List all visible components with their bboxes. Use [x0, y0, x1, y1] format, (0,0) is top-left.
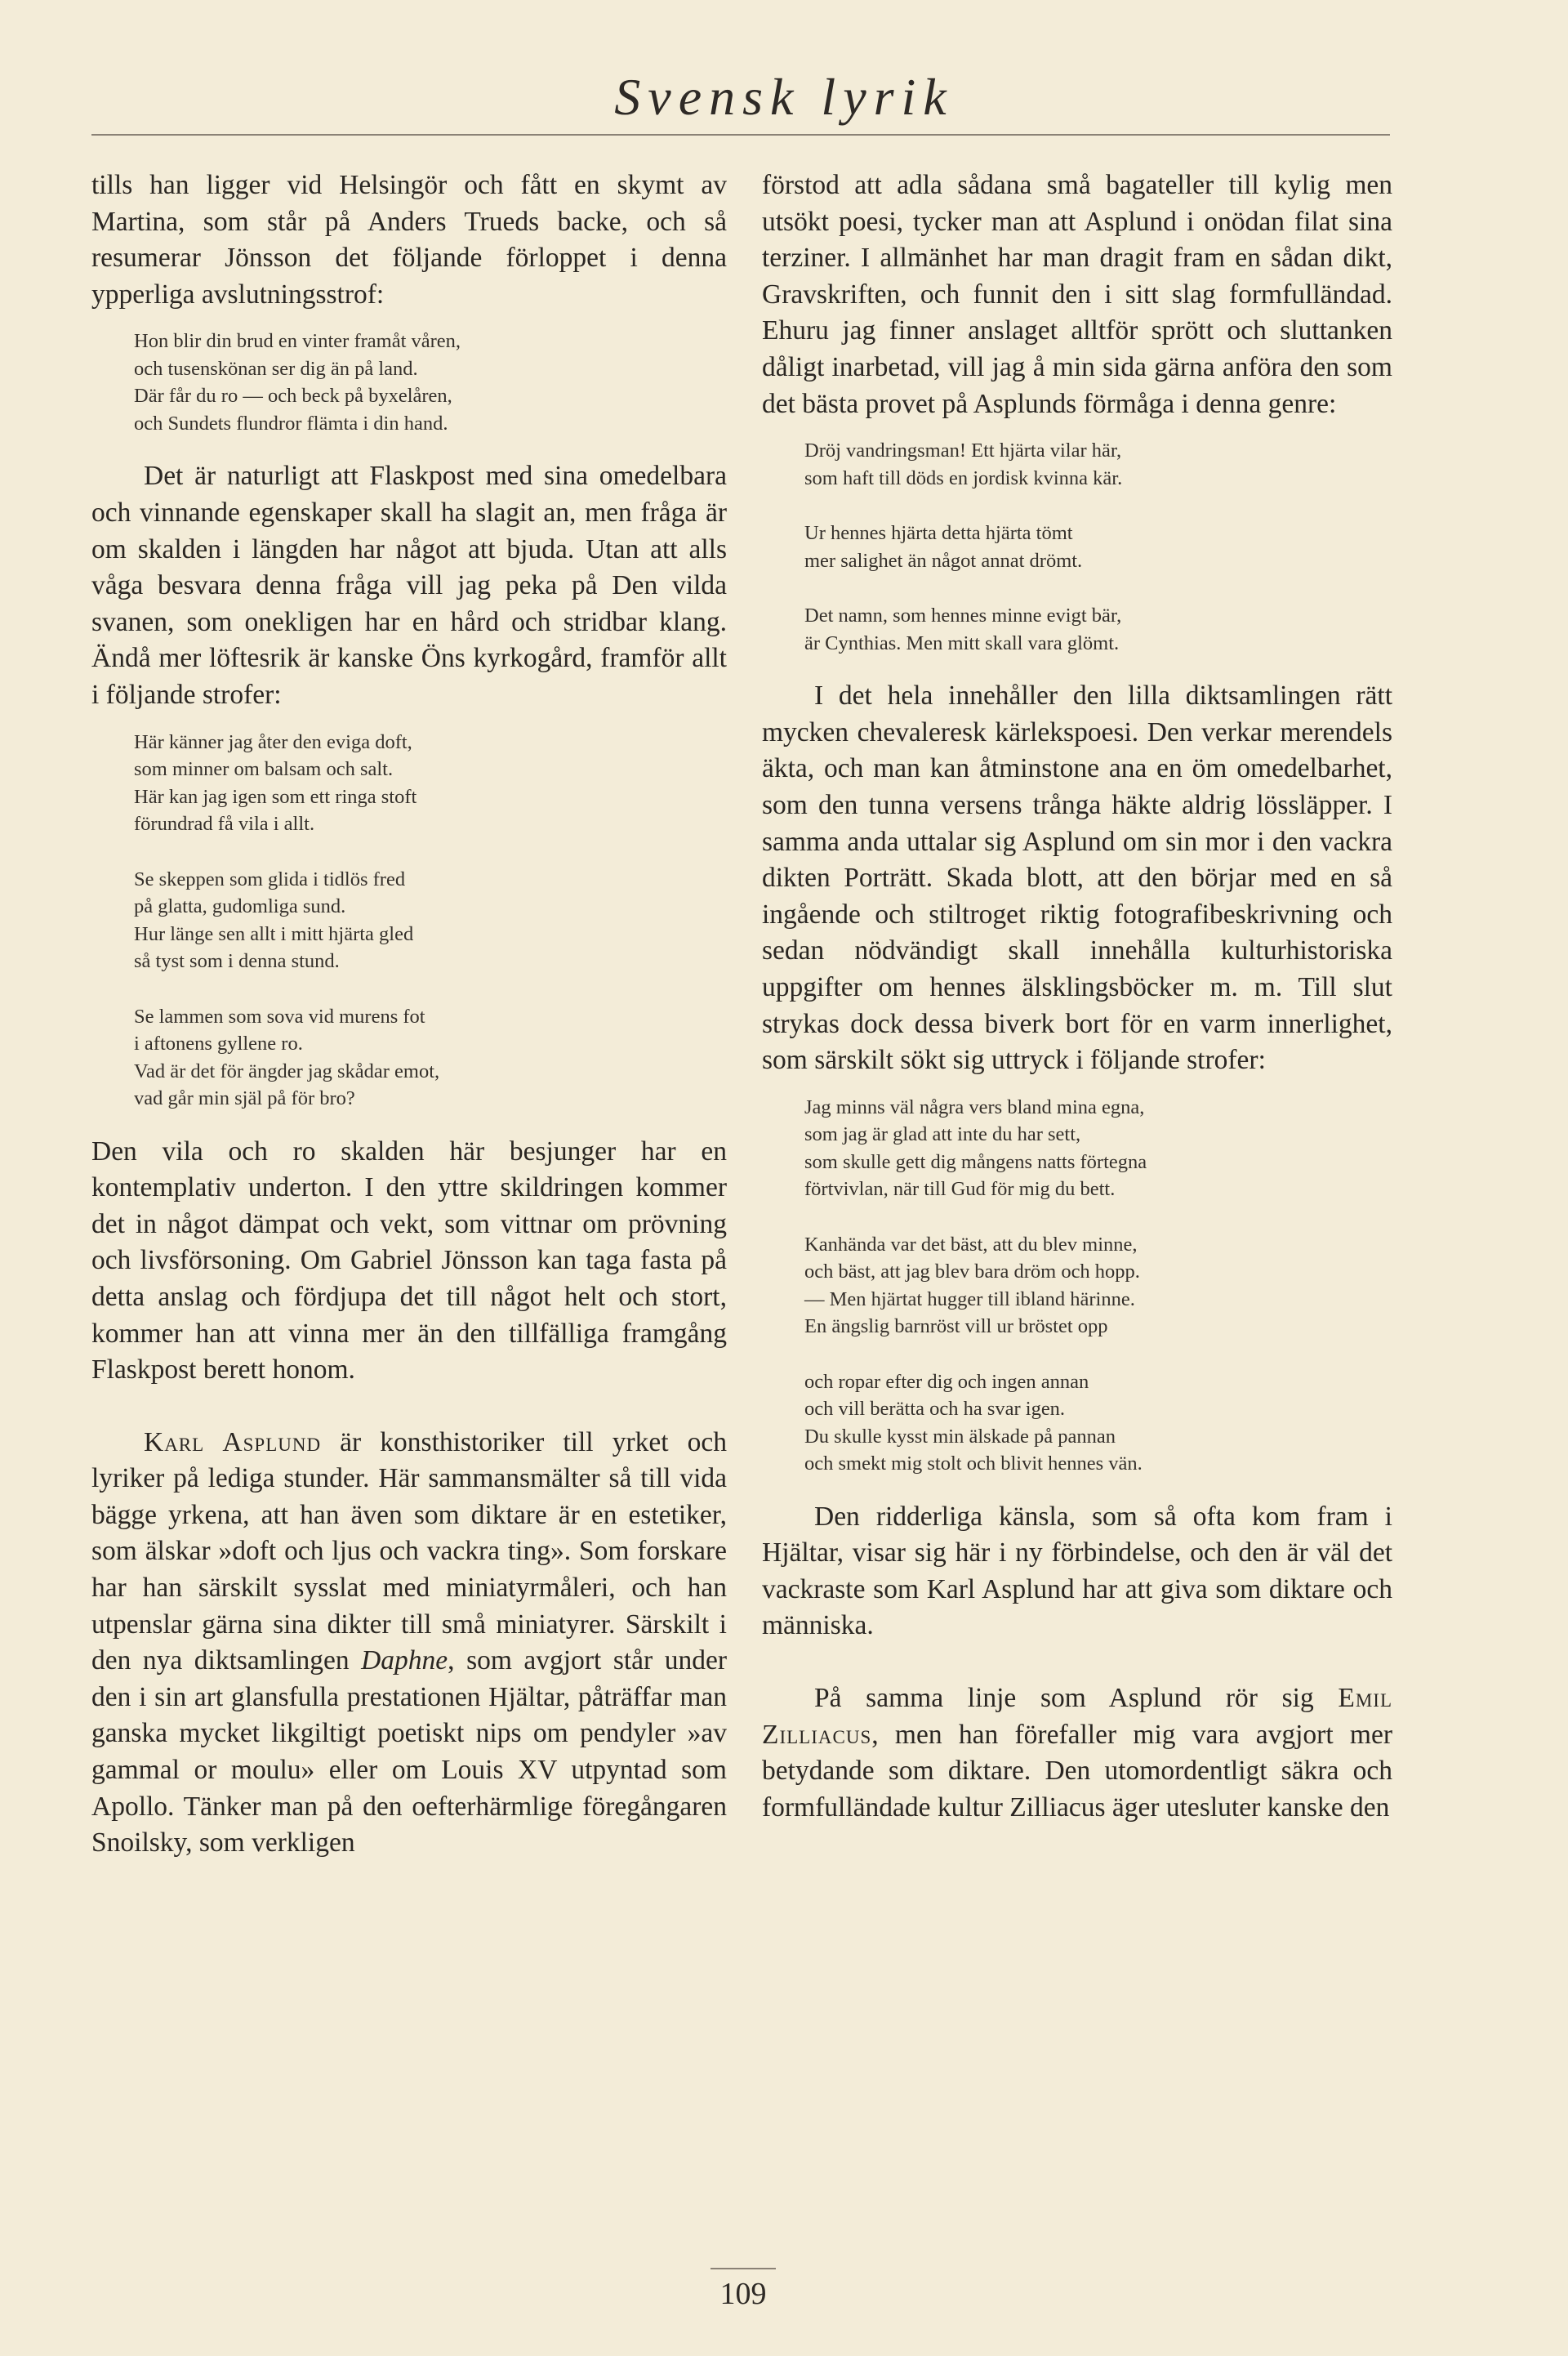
paragraph: förstod att adla sådana små bagateller till kylig men utsökt poesi, tycker man att Asplund i onödan filat sina terziner. I allmänhet har man dragit fram en sådan dikt, Gravskriften, och funnit den i sitt slag formfulländad. Ehuru jag finner anslaget alltför sprött och sluttanken dåligt inarbetad, vill jag å min sida gärna anföra den som det bästa provet på Asplunds förmåga i denna genre: [762, 170, 1392, 419]
stanza [804, 1094, 1392, 1203]
book-title: Daphne [361, 1645, 448, 1676]
paragraph-karl-asplund [91, 1425, 727, 1862]
poem-line: — Men hjärtat hugger till ibland härinne. [804, 1287, 1135, 1310]
poem-line: och Sundets flundror flämta i din hand. [134, 412, 448, 435]
paragraph: Det är naturligt att Flaskpost med sina omedelbara och vinnande egenskaper skall ha slagit an, men fråga är om skalden i längden har något att bjuda. Utan att alls våga besvara denna fråga vill jag peka på Den vilda svanen, som onekligen har en hård och stridbar klang. Ändå mer löftesrik är kanske Öns kyrkogård, framför allt i följande strofer: [91, 461, 727, 710]
page-number: 109 [719, 2277, 767, 2311]
stanza [134, 1003, 727, 1113]
poem-gravskriften [804, 437, 1392, 657]
poem-line: Här känner jag åter den eviga doft, [134, 730, 412, 753]
stanza [134, 866, 727, 975]
poem-line: förtvivlan, när till Gud för mig du bett. [804, 1178, 1116, 1201]
poem-line: i aftonens gyllene ro. [134, 1033, 303, 1055]
poem-line: så tyst som i denna stund. [134, 950, 340, 973]
poem-avslutningsstrof [134, 328, 727, 437]
poem-line: Hur länge sen allt i mitt hjärta gled [134, 922, 414, 945]
poem-line: förundrad få vila i allt. [134, 813, 315, 836]
poem-line: Du skulle kysst min älskade på pannan [804, 1425, 1116, 1448]
poem-line: Vad är det för ängder jag skådar emot, [134, 1060, 440, 1082]
poem-line: och bäst, att jag blev bara dröm och hopp. [804, 1261, 1140, 1283]
poem-line: Hon blir din brud en vinter framåt våren, [134, 330, 461, 353]
paragraph: tills han ligger vid Helsingör och fått en skymt av Martina, som står på Anders Trueds backe, och så resumerar Jönsson det följande förloppet i denna ypperliga avslutningsstrof: [91, 170, 727, 310]
poem-line: som minner om balsam och salt. [134, 758, 394, 781]
poem-ons-kyrkogard [134, 729, 727, 1113]
stanza [804, 520, 1392, 574]
poem-line: Ur hennes hjärta detta hjärta tömt [804, 522, 1073, 545]
poem-line: Se lammen som sova vid murens fot [134, 1005, 425, 1028]
paragraph-text: På samma linje som Asplund rör sig [814, 1683, 1339, 1714]
poem-line: som haft till döds en jordisk kvinna kär. [804, 466, 1123, 489]
poem-line: som jag är glad att inte du har sett, [804, 1123, 1081, 1146]
author-name: Emil Zilliacus [762, 1683, 1392, 1750]
poem-line: Här kan jag igen som ett ringa stoft [134, 785, 417, 808]
poem-line: och vill berätta och ha svar igen. [804, 1398, 1066, 1421]
poem-line: Jag minns väl några vers bland mina egna, [804, 1095, 1145, 1118]
paragraph: I det hela innehåller den lilla diktsamlingen rätt mycken chevaleresk kärlekspoesi. Den verkar merendels äkta, och man kan åtminstone ana en öm omedelbarhet, som den tunna versens trånga häkte aldrig lössläpper. I samma anda uttalar sig Asplund om sin mor i den vackra dikten Porträtt. Skada blott, att den börjar med en så ingående och stiltroget riktig fotografibeskrivning och sedan nödvändigt skall innehålla kulturhistoriska uppgifter om hennes älsklingsböcker m. m. Till slut strykas dock dessa biverk bort för en varm innerlighet, som särskilt sökt sig uttryck i följande strofer: [762, 680, 1392, 1076]
poem-line: och smekt mig stolt och blivit hennes vän. [804, 1452, 1143, 1475]
running-title: Svensk lyrik [614, 68, 954, 126]
stanza [134, 328, 727, 437]
stanza [804, 602, 1392, 657]
poem-line: på glatta, gudomliga sund. [134, 895, 346, 918]
poem-line: mer salighet än något annat drömt. [804, 549, 1083, 572]
poem-line: och tusenskönan ser dig än på land. [134, 357, 418, 380]
author-name: Karl Asplund [144, 1426, 322, 1457]
footer-rule [710, 2268, 776, 2269]
paragraph-text: , men han förefaller mig vara avgjort mer betydande som diktare. Den utomordentligt säkra och formfulländade kultur Zilliacus äger utesluter kanske den [762, 1719, 1392, 1823]
paragraph: Den ridderliga känsla, som så ofta kom fram i Hjältar, visar sig här i ny förbindelse, och den är väl det vackraste som Karl Asplund har att giva som diktare och människa. [762, 1501, 1392, 1641]
stanza [804, 1231, 1392, 1341]
poem-portratt [804, 1094, 1392, 1478]
header-rule [91, 134, 1390, 136]
poem-line: som skulle gett dig mångens natts förtegna [804, 1150, 1147, 1173]
poem-line: Det namn, som hennes minne evigt bär, [804, 605, 1122, 627]
poem-line: är Cynthias. Men mitt skall vara glömt. [804, 631, 1120, 654]
paragraph-text: är konsthistoriker till yrket och lyriker på lediga stunder. Här sammansmälter så till vida bägge yrkena, att han även som diktare är en estetiker, som älskar »doft och ljus och vackra ting». Som forskare har han särskilt sysslat med miniatyrmåleri, och han utpenslar gärna sina dikter till små miniatyrer. Särskilt i den nya diktsamlingen [91, 1426, 727, 1676]
poem-line: Se skeppen som glida i tidlös fred [134, 868, 406, 890]
right-column [762, 167, 1392, 1826]
stanza [804, 437, 1392, 492]
poem-line: En ängslig barnröst vill ur bröstet opp [804, 1315, 1108, 1338]
left-column [91, 167, 727, 1862]
stanza [804, 1368, 1392, 1478]
paragraph-emil-zilliacus [762, 1680, 1392, 1826]
poem-line: Dröj vandringsman! Ett hjärta vilar här, [804, 440, 1122, 462]
stanza [134, 729, 727, 838]
poem-line: Där får du ro — och beck på byxelåren, [134, 385, 452, 408]
poem-line: och ropar efter dig och ingen annan [804, 1370, 1089, 1393]
poem-line: vad går min själ på för bro? [134, 1087, 355, 1110]
paragraph-text: , som avgjort står under den i sin art glansfulla prestationen Hjältar, påträffar man ganska mycket likgiltigt poetiskt nips om pendyler »av gammal or moulu» eller om Louis XV utpyntad som Apollo. Tänker man på den oefterhärmlige föregångaren Snoilsky, som verkligen [91, 1645, 727, 1858]
poem-line: Kanhända var det bäst, att du blev minne, [804, 1233, 1138, 1256]
paragraph: Den vila och ro skalden här besjunger har en kontemplativ underton. I den yttre skildringen kommer det in något dämpat och vekt, som vittnar om prövning och livsförsoning. Om Gabriel Jönsson kan taga fasta på detta anslag och fördjupa det till något helt och stort, kommer han att vinna mer än den tillfälliga framgång Flaskpost berett honom. [91, 1136, 727, 1385]
